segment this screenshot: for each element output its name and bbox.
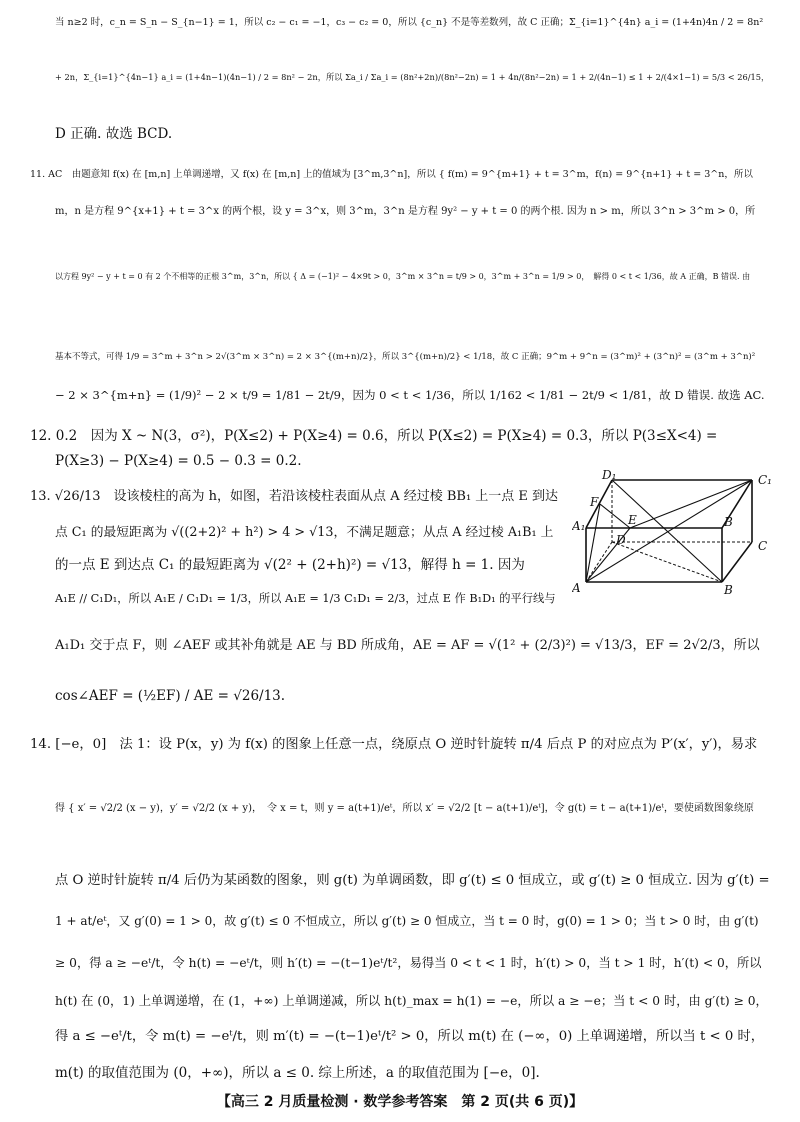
problem-14-line-5: ≥ 0，得 a ≥ −eᵗ/t，令 h(t) = −eᵗ/t，则 h′(t) = −(t−1)eᵗ/t²，易得当 0 < t < 1 时，h′(t) > 0，当 t > 1 时，h′(t) < 0，所以: [55, 956, 762, 970]
label-a: A: [572, 581, 581, 595]
problem-14-line-3: 点 O 逆时针旋转 π/4 后仍为某函数的图象，则 g(t) 为单调函数，即 g′(t) ≤ 0 恒成立，或 g′(t) ≥ 0 恒成立. 因为 g′(t) =: [55, 873, 770, 888]
segment-a-c1: [586, 480, 752, 582]
problem-13-line-4: A₁E // C₁D₁，所以 A₁E / C₁D₁ = 1/3，所以 A₁E = 1/3 C₁D₁ = 2/3，过点 E 作 B₁D₁ 的平行线与: [55, 592, 556, 605]
problem-13-line-1: 13. √26/13 设该棱柱的高为 h，如图，若沿该棱柱表面从点 A 经过棱 BB₁ 上一点 E 到达: [30, 489, 559, 504]
label-d: D: [616, 533, 626, 547]
problem-14-line-1: 14. [−e，0] 法 1：设 P(x，y) 为 f(x) 的图象上任意一点，绕原点 O 逆时针旋转 π/4 后点 P 的对应点为 P′(x′，y′)，易求: [30, 737, 758, 752]
problem-12-line-2: P(X≥3) − P(X≥4) = 0.5 − 0.3 = 0.2.: [55, 453, 302, 469]
problem-13-line-2: 点 C₁ 的最短距离为 √((2+2)² + h²) > 4 > √13，不满足题意；从点 A 经过棱 A₁B₁ 上: [55, 525, 554, 540]
hidden-edge-d-b: [612, 542, 722, 582]
problem-12-line-1: 12. 0.2 因为 X ~ N(3，σ²)，P(X≤2) + P(X≥4) = 0.6，所以 P(X≤2) = P(X≥4) = 0.3，所以 P(3≤X<4) =: [30, 428, 718, 444]
prism-diagram: [572, 470, 792, 600]
problem-14-line-2: 得 { x′ = √2/2 (x − y)，y′ = √2/2 (x + y)， 令 x = t，则 y = a(t+1)/eᵗ，所以 x′ = √2/2 [t − a(t+1)/eᵗ]，令 g(t) = t − a(t+1)/eᵗ，要使函数图象绕原: [55, 803, 754, 814]
label-c: C: [758, 539, 768, 553]
prism-figure: [572, 470, 792, 600]
problem-14-line-6: h(t) 在 (0，1) 上单调递增，在 (1，+∞) 上单调递减，所以 h(t)_max = h(1) = −e，所以 a ≥ −e；当 t < 0 时，由 g′(t) ≥ 0，: [55, 994, 768, 1008]
segment-e-c1: [630, 480, 752, 528]
problem-14-line-4: 1 + at/eᵗ，又 g′(0) = 1 > 0，故 g′(t) ≤ 0 不恒成立，所以 g′(t) ≥ 0 恒成立，当 t = 0 时，g(0) = 1 > 0；当 t > 0 时，由 g′(t): [55, 914, 759, 928]
page-footer: 【高三 2 月质量检测 · 数学参考答案 第 2 页(共 6 页)】: [216, 1094, 584, 1110]
label-a1: A₁: [572, 519, 586, 533]
problem-11-line-2: m，n 是方程 9^{x+1} + t = 3^x 的两个根，设 y = 3^x，则 3^m，3^n 是方程 9y² − y + t = 0 的两个根. 因为 n > m，所以 3^n > 3^m > 0，所: [55, 206, 756, 217]
label-f: F: [590, 495, 599, 509]
label-b: B: [724, 583, 733, 597]
problem-13-line-3: 的一点 E 到达点 C₁ 的最短距离为 √(2² + (2+h)²) = √13，解得 h = 1. 因为: [55, 557, 525, 573]
edge-b-c: [722, 542, 752, 582]
label-b1: B: [724, 515, 733, 529]
problem-14-line-8: m(t) 的取值范围为 (0，+∞)，所以 a ≤ 0. 综上所述，a 的取值范围为 [−e，0].: [55, 1065, 540, 1081]
problem-13-line-5: A₁D₁ 交于点 F，则 ∠AEF 或其补角就是 AE 与 BD 所成角，AE = AF = √(1² + (2/3)²) = √13/3，EF = 2√2/3，所以: [55, 638, 760, 653]
problem-11-line-3: 以方程 9y² − y + t = 0 有 2 个不相等的正根 3^m，3^n，所以 { Δ = (−1)² − 4×9t > 0，3^m × 3^n = t/9 > 0，3^m + 3^n = 1/9 > 0， 解得 0 < t < 1/36，故 A 正确，B 错误. 由: [55, 272, 751, 281]
solution-line-3: D 正确. 故选 BCD.: [55, 126, 173, 142]
problem-11-line-1: 11. AC 由题意知 f(x) 在 [m,n] 上单调递增，又 f(x) 在 [m,n] 上的值域为 [3^m,3^n]，所以 { f(m) = 9^{m+1} + t = 3^m，f(n) = 9^{n+1} + t = 3^n，所以: [30, 169, 753, 180]
problem-11-line-5: − 2 × 3^{m+n} = (1/9)² − 2 × t/9 = 1/81 − 2t/9，因为 0 < t < 1/36，所以 1/162 < 1/81 − 2t/9 < 1/81，故 D 错误. 故选 AC.: [55, 388, 765, 402]
label-d1: D₁: [602, 470, 617, 482]
segment-f-e: [600, 504, 630, 528]
label-c1: C₁: [758, 473, 772, 487]
label-e: E: [628, 513, 637, 527]
solution-line-1: 当 n≥2 时，c_n = S_n − S_{n−1} = 1，所以 c₂ − c₁ = −1，c₃ − c₂ = 0，所以 {c_n} 不是等差数列，故 C 正确；Σ_{i=1}^{4n} a_i = (1+4n)4n / 2 = 8n²: [55, 17, 764, 28]
solution-line-2: + 2n，Σ_{i=1}^{4n−1} a_i = (1+4n−1)(4n−1) / 2 = 8n² − 2n，所以 Σa_i / Σa_i = (8n²+2n)/(8n²−2n) = 1 + 4n/(8n²−2n) = 1 + 2/(4n−1) ≤ 1 + 2/(4×1−1) = 5/3 < 26/15，: [55, 72, 770, 82]
problem-11-line-4: 基本不等式，可得 1/9 = 3^m + 3^n > 2√(3^m × 3^n) = 2 × 3^{(m+n)/2}，所以 3^{(m+n)/2} < 1/18，故 C 正确；9^m + 9^n = (3^m)² + (3^n)² = (3^m + 3^n)²: [55, 352, 756, 362]
problem-13-line-6: cos∠AEF = (½EF) / AE = √26/13.: [55, 688, 286, 704]
problem-14-line-7: 得 a ≤ −eᵗ/t，令 m(t) = −eᵗ/t，则 m′(t) = −(t−1)eᵗ/t² > 0，所以 m(t) 在 (−∞，0) 上单调递增，所以当 t < 0 时，: [55, 1029, 764, 1044]
segment-d1-b: [612, 480, 722, 582]
